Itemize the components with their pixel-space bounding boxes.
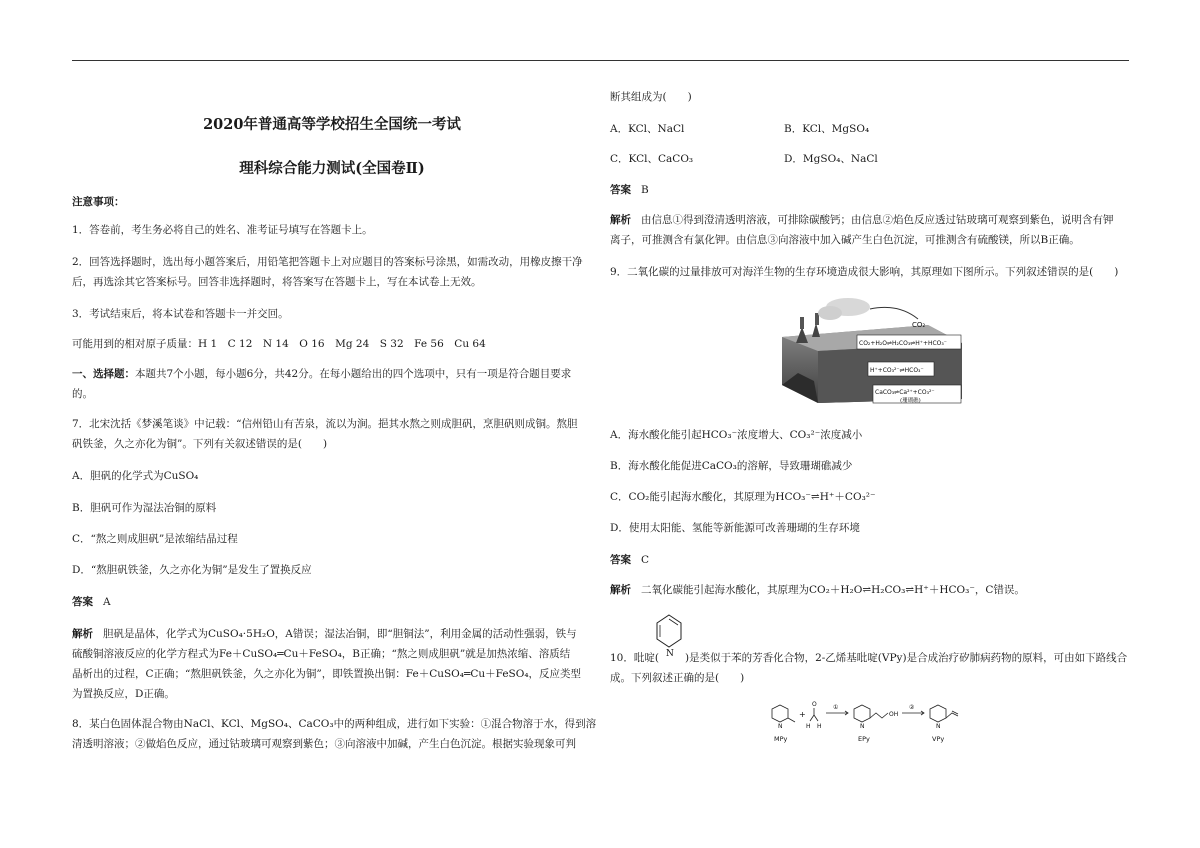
atomic-masses: 可能用到的相对原子质量：H 1 C 12 N 14 O 16 Mg 24 S 32 Fe 56 Cu 64 bbox=[72, 338, 486, 350]
answer-value: C bbox=[641, 554, 650, 566]
q8-analysis-2: 离子，可推测含有氯化钾。由信息③向溶液中加入碱产生白色沉淀，可推测含有硫酸镁，所以B正确。 bbox=[610, 234, 1080, 246]
pyridine-structure-icon bbox=[654, 612, 684, 666]
answer-label: 答案 bbox=[610, 184, 631, 196]
notice-item-2: 2．回答选择题时，选出每小题答案后，用铅笔把答题卡上对应题目的答案标号涂黑，如需改动，用橡皮擦干净 bbox=[72, 256, 583, 268]
q10-stem: 10．吡啶( )是类似于苯的芳香化合物，2-乙烯基吡啶(VPy)是合成治疗矽肺病药物的原料，可由如下路线合 bbox=[610, 652, 1128, 664]
svg-text:O: O bbox=[812, 701, 817, 708]
q7-answer bbox=[72, 595, 111, 610]
reaction-scheme bbox=[766, 697, 966, 747]
svg-text:N: N bbox=[936, 723, 941, 730]
q8-answer bbox=[610, 183, 649, 198]
label-vpy: VPy bbox=[932, 735, 945, 743]
svg-text:H: H bbox=[806, 723, 811, 730]
q7-option-c: C．“熬之则成胆矾”是浓缩结晶过程 bbox=[72, 533, 238, 545]
answer-value: B bbox=[641, 184, 649, 196]
q7-option-b: B．胆矾可作为湿法冶铜的原料 bbox=[72, 502, 217, 514]
smoke-cloud-icon bbox=[818, 306, 842, 320]
section-text: 本题共7个小题，每小题6分，共42分。在每小题给出的四个选项中，只有一项是符合题目要求 bbox=[135, 368, 572, 380]
q8-option-d: D．MgSO₄、NaCl bbox=[784, 153, 878, 165]
answer-label: 答案 bbox=[610, 554, 631, 566]
q7-analysis-1: 解析 胆矾是晶体，化学式为CuSO₄·5H₂O，A错误；湿法冶铜，即“胆铜法”，利用金属的活动性强弱，铁与 bbox=[72, 628, 577, 640]
svg-text:N: N bbox=[666, 649, 674, 659]
notice-item-1: 1．答卷前，考生务必将自己的姓名、准考证号填写在答题卡上。 bbox=[72, 224, 373, 236]
notice-heading: 注意事项： bbox=[72, 196, 125, 208]
q9-stem: 9．二氧化碳的过量排放可对海洋生物的生存环境造成很大影响，其原理如下图所示。下列叙述错误的是( ) bbox=[610, 266, 1119, 278]
q8-stem: 8．某白色固体混合物由NaCl、KCl、MgSO₄、CaCO₃中的两种组成，进行如下实验：①混合物溶于水，得到溶 bbox=[72, 718, 597, 730]
arrow-icon bbox=[870, 307, 918, 319]
q9-option-b: B．海水酸化能促进CaCO₃的溶解，导致珊瑚礁减少 bbox=[610, 460, 853, 472]
svg-text:OH: OH bbox=[889, 711, 899, 718]
ocean-acidification-figure bbox=[778, 293, 966, 405]
label-mpy: MPy bbox=[774, 735, 788, 743]
q8-option-a: A．KCl、NaCl bbox=[610, 123, 685, 135]
figure-label-coral: (珊瑚礁) bbox=[900, 398, 921, 404]
q9-answer bbox=[610, 553, 649, 568]
figure-label-co2: CO₂ bbox=[912, 321, 926, 329]
q7-stem-cont: 矾铁釜，久之亦化为铜”。下列有关叙述错误的是( ) bbox=[72, 438, 328, 450]
q7-option-a: A．胆矾的化学式为CuSO₄ bbox=[72, 470, 199, 482]
q7-analysis-3: 晶析出的过程，C正确；“熬胆矾铁釜，久之亦化为铜”，即铁置换出铜：Fe＋CuSO₄═Cu＋FeSO₄，反应类型 bbox=[72, 668, 582, 680]
label-epy: EPy bbox=[858, 735, 870, 743]
exam-subtitle: 理科综合能力测试(全国卷Ⅱ) bbox=[239, 160, 425, 177]
svg-text:+: + bbox=[799, 710, 806, 719]
answer-value: A bbox=[103, 596, 111, 608]
svg-text:①: ① bbox=[833, 704, 839, 711]
q7-analysis-2: 硫酸铜溶液反应的化学方程式为Fe＋CuSO₄═Cu＋FeSO₄，B正确；“熬之则成胆矾”就是加热浓缩、溶质结 bbox=[72, 648, 571, 660]
analysis-label: 解析 bbox=[610, 584, 631, 596]
q8-stem-end: 断其组成为( ) bbox=[610, 91, 692, 103]
q7-option-d: D．“熬胆矾铁釜，久之亦化为铜”是发生了置换反应 bbox=[72, 564, 312, 576]
q7-analysis-4: 为置换反应，D正确。 bbox=[72, 688, 175, 700]
q8-option-c: C．KCl、CaCO₃ bbox=[610, 153, 694, 165]
exam-title: 2020年普通高等学校招生全国统一考试 bbox=[203, 116, 461, 133]
q7-stem: 7．北宋沈括《梦溪笔谈》中记载：“信州铅山有苦泉，流以为涧。挹其水熬之则成胆矾，烹胆矾则成铜。熬胆 bbox=[72, 418, 578, 430]
q9-option-d: D．使用太阳能、氢能等新能源可改善珊瑚的生存环境 bbox=[610, 522, 860, 534]
figure-label-eq1: CO₂+H₂O⇌H₂CO₃⇌H⁺+HCO₃⁻ bbox=[859, 340, 947, 347]
analysis-label: 解析 bbox=[610, 214, 631, 226]
svg-text:N: N bbox=[778, 723, 783, 730]
figure-label-eq3: CaCO₃⇌Ca²⁺+CO₃²⁻ bbox=[875, 389, 935, 396]
section-heading bbox=[72, 367, 571, 382]
svg-text:N: N bbox=[860, 723, 865, 730]
section-label: 一、选择题： bbox=[72, 368, 135, 380]
q9-analysis: 解析 二氧化碳能引起海水酸化，其原理为CO₂＋H₂O⇌H₂CO₃⇌H⁺＋HCO₃⁻，C错误。 bbox=[610, 584, 1025, 596]
svg-text:H: H bbox=[817, 723, 822, 730]
notice-item-2-cont: 后，再选涂其它答案标号。回答非选择题时，将答案写在答题卡上，写在本试卷上无效。 bbox=[72, 276, 482, 288]
figure-label-eq2: H⁺+CO₃²⁻⇌HCO₃⁻ bbox=[870, 367, 924, 374]
q8-stem-cont: 清透明溶液；②做焰色反应，通过钴玻璃可观察到紫色；③向溶液中加碱，产生白色沉淀。根据实验现象可判 bbox=[72, 738, 576, 750]
header-rule bbox=[72, 60, 1129, 61]
analysis-label: 解析 bbox=[72, 628, 93, 640]
chimney-icon bbox=[800, 317, 804, 329]
q8-analysis-1: 解析 由信息①得到澄清透明溶液，可排除碳酸钙；由信息②焰色反应透过钴玻璃可观察到紫色，说明含有钾 bbox=[610, 214, 1114, 226]
answer-label: 答案 bbox=[72, 596, 93, 608]
q9-option-c: C．CO₂能引起海水酸化，其原理为HCO₃⁻⇌H⁺＋CO₃²⁻ bbox=[610, 491, 876, 503]
svg-text:②: ② bbox=[909, 704, 915, 711]
q8-option-b: B．KCl、MgSO₄ bbox=[784, 123, 870, 135]
section-text-cont: 的。 bbox=[72, 388, 93, 400]
q9-option-a: A．海水酸化能引起HCO₃⁻浓度增大、CO₃²⁻浓度减小 bbox=[610, 429, 863, 441]
chimney-icon bbox=[815, 313, 819, 325]
q10-stem-cont: 成。下列叙述正确的是( ) bbox=[610, 672, 745, 684]
notice-item-3: 3．考试结束后，将本试卷和答题卡一并交回。 bbox=[72, 308, 289, 320]
